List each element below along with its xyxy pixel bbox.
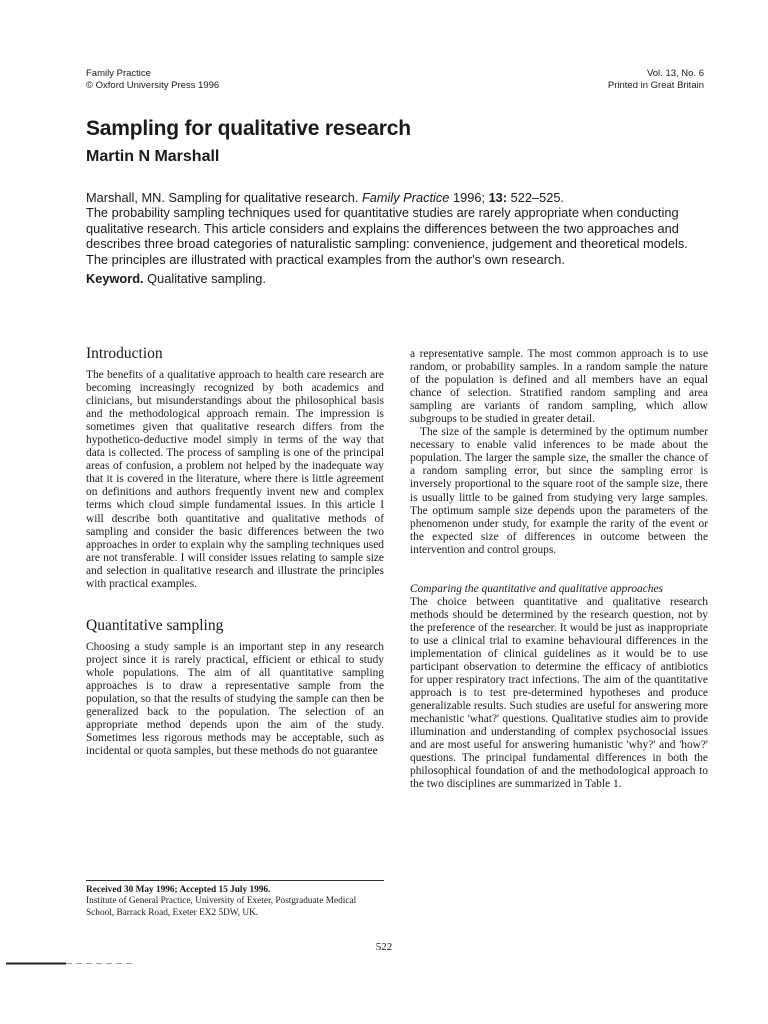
introduction-text: The benefits of a qualitative approach to health care research are becoming increasingly recognized by both academics and clinicians, but misunderstandings about the philosophical basis and the methodological approach remain. The impression is sometimes given that qualitative research differs from the hypothetico-deductive model simply in terms of the way that data is collected. The process of sampling is one of the principal areas of confusion, a problem not helped by the inadequate way that it is covered in the literature, where there is little agreement on definitions and authors frequently invent new and complex terms which cloud simple fundamental issues. In this article I will describe both quantitative and qualitative methods of sampling and consider the basic differences between the two approaches in order to explain why the sampling techniques used are not transferable. I will consider issues relating to sample size and selection in qualitative research and illustrate the principles with practical examples.: [86, 369, 384, 590]
running-header-right: [608, 68, 704, 92]
comparing-text: The choice between quantitative and qualitative research methods should be determined by the research question, not by the preference of the researcher. It would be just as inappropriate to use a clinical trial to examine behavioural differences in the implementation of clinical guidelines as it would be to use participant observation to determine the efficacy of antibiotics for upper respiratory tract infections. The aim of the quantitative approach is to test pre-determined hypotheses and produce generalizable results. Such studies are useful for answering more mechanistic 'what?' questions. Qualitative studies aim to provide illumination and understanding of complex psychosocial issues and are most useful for answering humanistic 'why?' and 'how?' questions. The principal fundamental differences in both the philosophical foundation of and the methodological approach to the two disciplines are summarized in Table 1.: [410, 595, 708, 791]
keyword-value: Qualitative sampling.: [143, 271, 266, 287]
printed-in: Printed in Great Britain: [607, 80, 704, 91]
abstract-body: The probability sampling techniques used for quantitative studies are rarely appropriate when conducting qualitative research. This article considers and explains the differences between the two approaches and describes three broad categories of naturalistic sampling: convenience, judgement and theoretical models. The principles are illustrated with practical examples from the author's own research.: [86, 205, 688, 267]
scan-artifact-line: [6, 962, 136, 965]
footnote-block: [86, 880, 384, 919]
sample-size-paragraph: The size of the sample is determined by the optimum number necessary to enable valid inferences to be made about the population. The larger the sample size, the smaller the chance of a random sampling error, but since the sampling error is inversely proportional to the square root of the sample size, there is usually little to be gained from studying very large samples. The optimum sample size depends upon the parameters of the phenomenon under study, for example the rarity of the event or the expected size of differences in outcome between the intervention and control groups.: [410, 426, 708, 556]
citation-pages: 522–525.: [507, 190, 564, 205]
author-name: Martin N Marshall: [86, 148, 220, 165]
comparing-heading: Comparing the quantitative and qualitative approaches: [410, 582, 663, 595]
volume-issue: Vol. 13, No. 6: [646, 68, 704, 79]
page-number: 522: [375, 941, 393, 953]
citation-journal: Family Practice: [361, 190, 450, 205]
keyword-label: Keyword.: [86, 271, 144, 287]
keywords-line: [86, 271, 706, 286]
abstract-block: [86, 190, 706, 286]
citation-volume: 13:: [488, 190, 508, 205]
quantitative-text: Choosing a study sample is an important step in any research project since it is rarely practical, efficient or ethical to study whole populations. The aim of all quantitative sampling approaches is to draw a representative sample from the population, so that the results of studying the sample can then be generalized back to the population. The selection of an appropriate method depends upon the aim of the study. Sometimes less rigorous methods may be acceptable, such as incidental or quota samples, but these methods do not guarantee: [86, 640, 384, 758]
copyright-line: © Oxford University Press 1996: [86, 80, 220, 91]
quantitative-heading: Quantitative sampling: [86, 616, 224, 634]
random-sampling-paragraph: a representative sample. The most common approach is to use random, or probability samples. In a random sample the nature of the population is defined and all members have an equal chance of selection. Stratified random sampling and area sampling are variants of random sampling, which allow subgroups to be studied in greater detail.: [410, 348, 708, 426]
right-column: [410, 348, 708, 792]
citation-year: 1996;: [449, 190, 489, 205]
running-header-left: [86, 68, 219, 92]
institution-address: Institute of General Practice, University of Exeter, Postgraduate Medical School, Barrack Road, Exeter EX2 5DW, UK.: [86, 896, 357, 918]
journal-name: Family Practice: [86, 68, 151, 79]
citation-line: [86, 190, 706, 205]
received-dates: Received 30 May 1996; Accepted 15 July 1996.: [86, 885, 271, 895]
introduction-heading: Introduction: [86, 345, 163, 362]
citation-authors: Marshall, MN. Sampling for qualitative research.: [86, 190, 362, 205]
left-column: [86, 345, 384, 758]
article-title: Sampling for qualitative research: [86, 117, 411, 140]
